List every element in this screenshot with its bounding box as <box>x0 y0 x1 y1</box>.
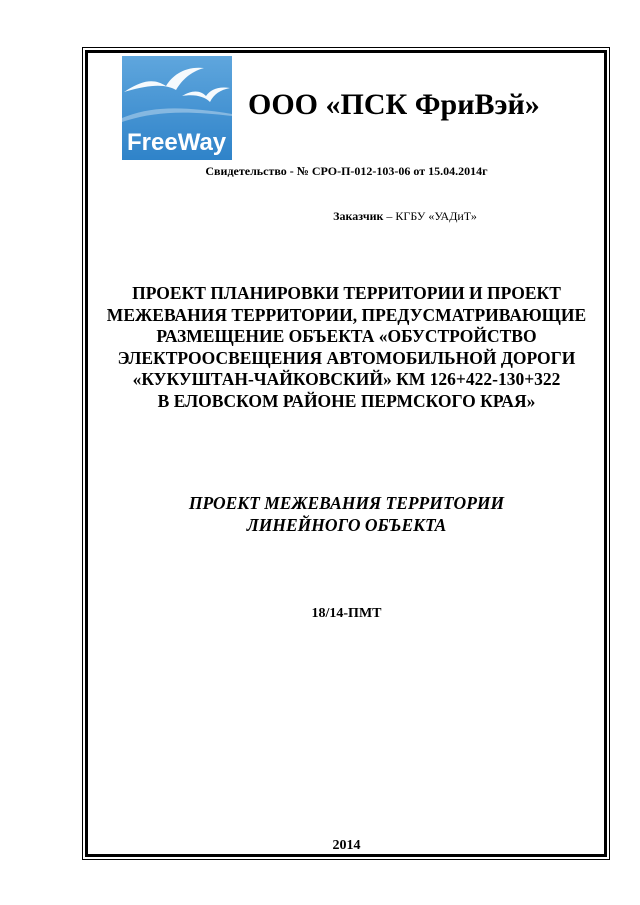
customer-label: Заказчик <box>333 209 384 223</box>
certificate-line: Свидетельство - № СРО-П-012-103-06 от 15.04.2014г <box>205 164 488 178</box>
freeway-logo <box>122 56 232 160</box>
customer-line <box>255 209 555 224</box>
title-line: РАЗМЕЩЕНИЕ ОБЪЕКТА «ОБУСТРОЙСТВО <box>156 326 537 346</box>
title-line: «КУКУШТАН-ЧАЙКОВСКИЙ» КМ 126+422-130+322 <box>132 369 561 389</box>
title-line: ЭЛЕКТРООСВЕЩЕНИЯ АВТОМОБИЛЬНОЙ ДОРОГИ <box>117 347 576 368</box>
company-name: ООО «ПСК ФриВэй» <box>248 88 540 121</box>
subtitle-line: ПРОЕКТ МЕЖЕВАНИЯ ТЕРРИТОРИИ <box>188 493 505 513</box>
document-year: 2014 <box>332 838 361 853</box>
title-line: В ЕЛОВСКОМ РАЙОНЕ ПЕРМСКОГО КРАЯ» <box>157 390 536 411</box>
document-code: 18/14-ПМТ <box>311 606 382 621</box>
subtitle-line: ЛИНЕЙНОГО ОБЪЕКТА <box>246 514 447 535</box>
customer-value: – КГБУ «УАДиТ» <box>383 209 477 223</box>
project-subtitle <box>90 493 603 536</box>
logo-wordmark: FreeWay <box>127 129 227 156</box>
project-title <box>90 283 603 412</box>
title-line: МЕЖЕВАНИЯ ТЕРРИТОРИИ, ПРЕДУСМАТРИВАЮЩИЕ <box>106 304 587 325</box>
title-line: ПРОЕКТ ПЛАНИРОВКИ ТЕРРИТОРИИ И ПРОЕКТ <box>132 283 561 303</box>
